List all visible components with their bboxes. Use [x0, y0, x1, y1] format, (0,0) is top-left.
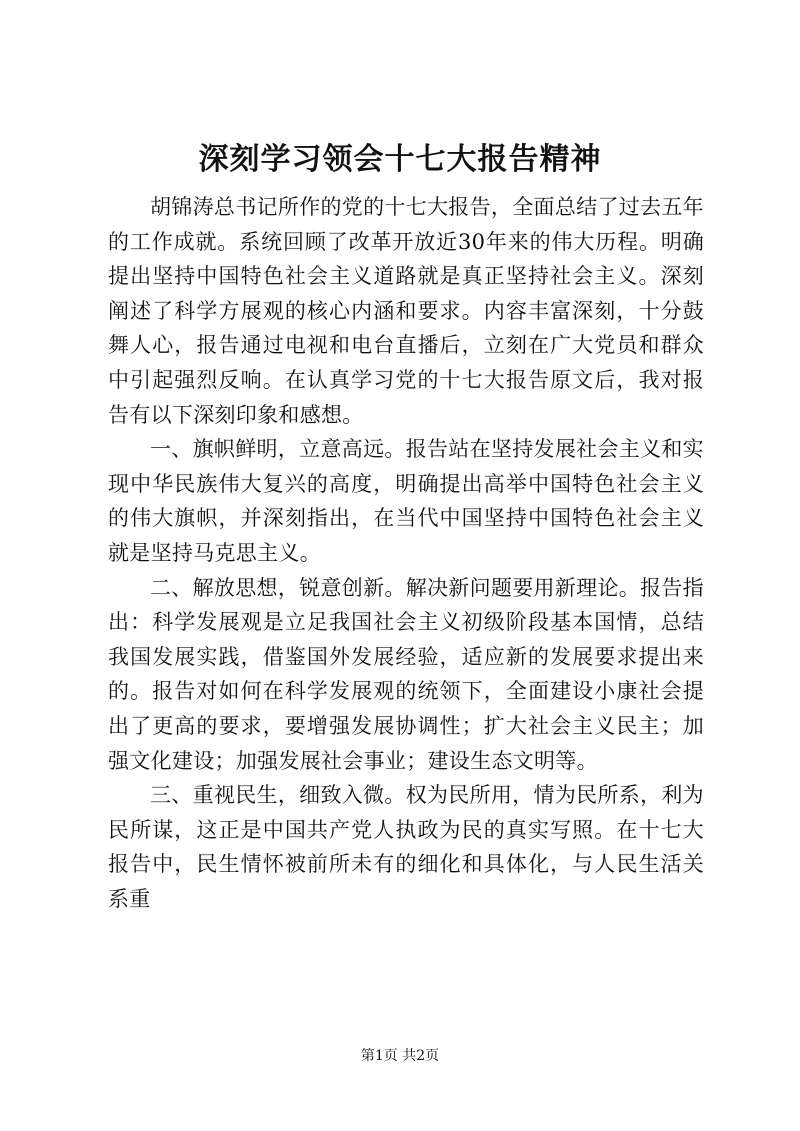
paragraph-intro: 胡锦涛总书记所作的党的十七大报告，全面总结了过去五年的工作成就。系统回顾了改革开放近30年来的伟大历程。明确提出坚持中国特色社会主义道路就是真正坚持社会主义。深刻阐述了科学方展观的核心内涵和要求。内容丰富深刻，十分鼓舞人心，报告通过电视和电台直播后，立刻在广大党员和群众中引起强烈反响。在认真学习党的十七大报告原文后，我对报告有以下深刻印象和感想。 — [108, 195, 704, 427]
paragraph-point-two: 二、解放思想，锐意创新。解决新问题要用新理论。报告指出：科学发展观是立足我国社会主义初级阶段基本国情，总结我国发展实践，借鉴国外发展经验，适应新的发展要求提出来的。报告对如何在科学发展观的统领下，全面建设小康社会提出了更高的要求，要增强发展协调性；扩大社会主义民主；加强文化建设；加强发展社会事业；建设生态文明等。 — [108, 575, 704, 773]
document-body — [108, 190, 704, 916]
paragraph-point-three: 三、重视民生，细致入微。权为民所用，情为民所系，利为民所谋，这正是中国共产党人执政为民的真实写照。在十七大报告中，民生情怀被前所未有的细化和具体化，与人民生活关系重 — [108, 783, 704, 911]
paragraph-point-one: 一、旗帜鲜明，立意高远。报告站在坚持发展社会主义和实现中华民族伟大复兴的高度，明确提出高举中国特色社会主义的伟大旗帜，并深刻指出，在当代中国坚持中国特色社会主义就是坚持马克思主义。 — [108, 437, 704, 565]
page-number-footer: 第1页 共2页 — [360, 1048, 440, 1064]
document-title: 深刻学习领会十七大报告精神 — [198, 142, 602, 177]
